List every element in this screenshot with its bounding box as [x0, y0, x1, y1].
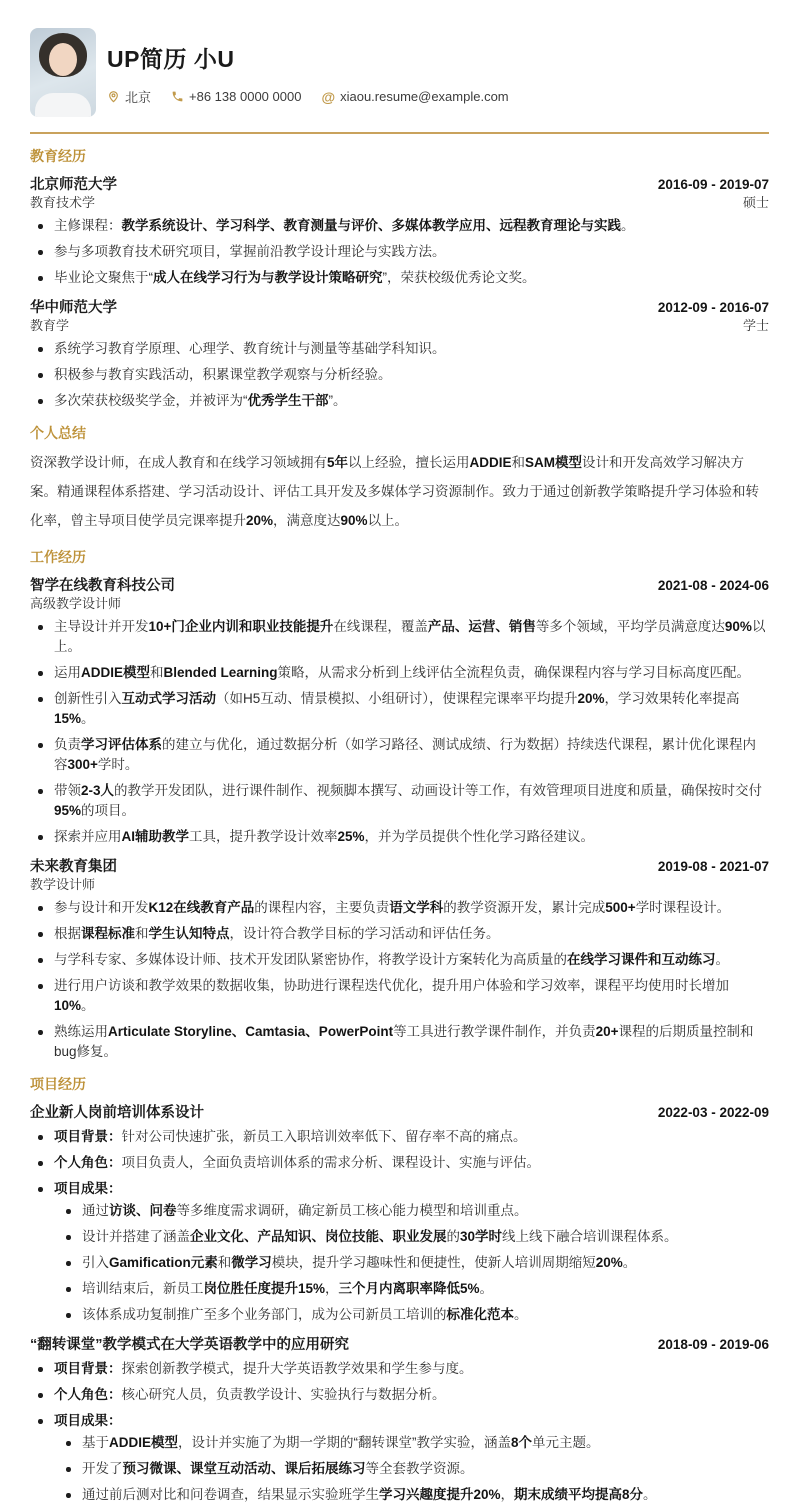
sub-bullet-list: [58, 1201, 769, 1325]
contact-location: [107, 87, 151, 106]
education-entry: [30, 299, 769, 411]
org-name: 北京师范大学: [30, 177, 117, 193]
entry-role: 教学设计师: [30, 877, 96, 892]
projects-section: [30, 1075, 769, 1505]
project-title: 企业新人岗前培训体系设计: [30, 1105, 204, 1121]
bullet-item: 与学科专家、多媒体设计师、技术开发团队紧密协作，将教学设计方案转化为高质量的在线学习课件和互动练习。: [30, 950, 769, 970]
candidate-name: UP简历 小U: [107, 46, 235, 72]
section-title-work: 工作经历: [30, 549, 86, 565]
identity-block: [107, 28, 509, 106]
sub-bullet-list: [58, 1433, 769, 1505]
sub-bullet-item: 该体系成功复制推广至多个业务部门，成为公司新员工培训的标准化范本。: [58, 1305, 769, 1325]
bullet-list: [30, 339, 769, 411]
header-divider: [30, 132, 769, 134]
bullet-item: 带领2-3人的教学开发团队，进行课件制作、视频脚本撰写、动画设计等工作，有效管理项目进度和质量，确保按时交付95%的项目。: [30, 781, 769, 821]
entry-major: 教育技术学: [30, 195, 96, 210]
bullet-list: [30, 617, 769, 847]
project-entry: [30, 1104, 769, 1325]
entry-date: 2016-09 - 2019-07: [657, 177, 769, 192]
bullet-item: 项目背景：探索创新教学模式，提升大学英语教学效果和学生参与度。: [30, 1359, 769, 1379]
work-entry: [30, 577, 769, 847]
org-name: 智学在线教育科技公司: [30, 578, 175, 594]
summary-section: [30, 424, 769, 535]
bullet-item: 主修课程：教学系统设计、学习科学、教育测量与评价、多媒体教学应用、远程教育理论与实践。: [30, 216, 769, 236]
bullet-item: 负责学习评估体系的建立与优化，通过数据分析（如学习路径、测试成绩、行为数据）持续迭代课程，累计优化课程内容300+学时。: [30, 735, 769, 775]
bullet-item: 创新性引入互动式学习活动（如H5互动、情景模拟、小组研讨），使课程完课率平均提升20%，学习效果转化率提高15%。: [30, 689, 769, 729]
entry-degree: 学士: [742, 318, 769, 333]
entry-date: 2019-08 - 2021-07: [657, 859, 769, 874]
bullet-item: 参与设计和开发K12在线教育产品的课程内容，主要负责语文学科的教学资源开发，累计完成500+学时课程设计。: [30, 898, 769, 918]
bullet-item: 积极参与教育实践活动，积累课堂教学观察与分析经验。: [30, 365, 769, 385]
bullet-item: 熟练运用Articulate Storyline、Camtasia、PowerPoint等工具进行教学课件制作，并负责20+课程的后期质量控制和bug修复。: [30, 1022, 769, 1062]
sub-bullet-item: 培训结束后，新员工岗位胜任度提升15%，三个月内离职率降低5%。: [58, 1279, 769, 1299]
bullet-item: 项目成果：: [30, 1411, 769, 1431]
bullet-item: 探索并应用AI辅助教学工具，提升教学设计效率25%，并为学员提供个性化学习路径建议。: [30, 827, 769, 847]
work-entry: [30, 858, 769, 1062]
entry-date: 2022-03 - 2022-09: [657, 1105, 769, 1120]
bullet-list: [30, 898, 769, 1062]
contact-email-text: xiaou.resume@example.com: [340, 89, 509, 104]
contact-phone: [171, 89, 301, 104]
bullet-item: 毕业论文聚焦于“成人在线学习行为与教学设计策略研究”，荣获校级优秀论文奖。: [30, 268, 769, 288]
bullet-item: 个人角色：核心研究人员，负责教学设计、实验执行与数据分析。: [30, 1385, 769, 1405]
contact-location-text: 北京: [125, 90, 152, 105]
work-section: [30, 548, 769, 1062]
education-entry: [30, 176, 769, 288]
sub-bullet-item: 设计并搭建了涵盖企业文化、产品知识、岗位技能、职业发展的30学时线上线下融合培训课程体系。: [58, 1227, 769, 1247]
bullet-item: 运用ADDIE模型和Blended Learning策略，从需求分析到上线评估全流程负责，确保课程内容与学习目标高度匹配。: [30, 663, 769, 683]
bullet-item: 个人角色：项目负责人，全面负责培训体系的需求分析、课程设计、实施与评估。: [30, 1153, 769, 1173]
bullet-item: 参与多项教育技术研究项目，掌握前沿教学设计理论与实践方法。: [30, 242, 769, 262]
profile-photo: [30, 28, 96, 117]
org-name: 华中师范大学: [30, 300, 117, 316]
project-title: “翻转课堂”教学模式在大学英语教学中的应用研究: [30, 1337, 349, 1353]
entry-degree: 硕士: [742, 195, 769, 210]
bullet-item: 进行用户访谈和教学效果的数据收集，协助进行课程迭代优化，提升用户体验和学习效率，课程平均使用时长增加10%。: [30, 976, 769, 1016]
section-title-summary: 个人总结: [30, 425, 86, 441]
photo-face-shape: [49, 43, 77, 76]
phone-icon: [171, 90, 184, 103]
bullet-item: 项目成果：: [30, 1179, 769, 1199]
entry-role: 高级教学设计师: [30, 596, 122, 611]
org-name: 未来教育集团: [30, 859, 117, 875]
bullet-item: 多次荣获校级奖学金，并被评为“优秀学生干部”。: [30, 391, 769, 411]
bullet-item: 主导设计并开发10+门企业内训和职业技能提升在线课程，覆盖产品、运营、销售等多个领域，平均学员满意度达90%以上。: [30, 617, 769, 657]
at-sign-icon: @: [321, 88, 336, 105]
entry-date: 2012-09 - 2016-07: [657, 300, 769, 315]
bullet-item: 根据课程标准和学生认知特点，设计符合教学目标的学习活动和评估任务。: [30, 924, 769, 944]
resume-header: [30, 0, 769, 117]
bullet-item: 项目背景：针对公司快速扩张，新员工入职培训效率低下、留存率不高的痛点。: [30, 1127, 769, 1147]
contact-email: [321, 89, 508, 104]
sub-bullet-item: 引入Gamification元素和微学习模块，提升学习趣味性和便捷性，使新人培训周期缩短20%。: [58, 1253, 769, 1273]
entry-major: 教育学: [30, 318, 70, 333]
summary-paragraph: 资深教学设计师，在成人教育和在线学习领域拥有5年以上经验，擅长运用ADDIE和SAM模型设计和开发高效学习解决方案。精通课程体系搭建、学习活动设计、评估工具开发及多媒体学习资源制作。致力于通过创新教学策略提升学习体验和转化率，曾主导项目使学员完课率提升20%，满意度达90%以上。: [30, 455, 759, 528]
bullet-item: 系统学习教育学原理、心理学、教育统计与测量等基础学科知识。: [30, 339, 769, 359]
sub-bullet-item: 通过前后测对比和问卷调查，结果显示实验班学生学习兴趣度提升20%，期末成绩平均提高8分。: [58, 1485, 769, 1505]
photo-shirt-shape: [35, 93, 91, 117]
project-entry: [30, 1336, 769, 1505]
section-title-education: 教育经历: [30, 148, 86, 164]
education-section: [30, 147, 769, 411]
sub-bullet-item: 开发了预习微课、课堂互动活动、课后拓展练习等全套教学资源。: [58, 1459, 769, 1479]
sub-bullet-item: 通过访谈、问卷等多维度需求调研，确定新员工核心能力模型和培训重点。: [58, 1201, 769, 1221]
section-title-projects: 项目经历: [30, 1076, 86, 1092]
bullet-list: [30, 1359, 769, 1505]
bullet-list: [30, 216, 769, 288]
location-pin-icon: [107, 90, 120, 103]
sub-bullet-item: 基于ADDIE模型，设计并实施了为期一学期的“翻转课堂”教学实验，涵盖8个单元主题。: [58, 1433, 769, 1453]
contact-row: [107, 87, 509, 106]
contact-phone-text: +86 138 0000 0000: [189, 89, 302, 104]
bullet-list: [30, 1127, 769, 1325]
entry-date: 2018-09 - 2019-06: [657, 1337, 769, 1352]
entry-date: 2021-08 - 2024-06: [657, 578, 769, 593]
